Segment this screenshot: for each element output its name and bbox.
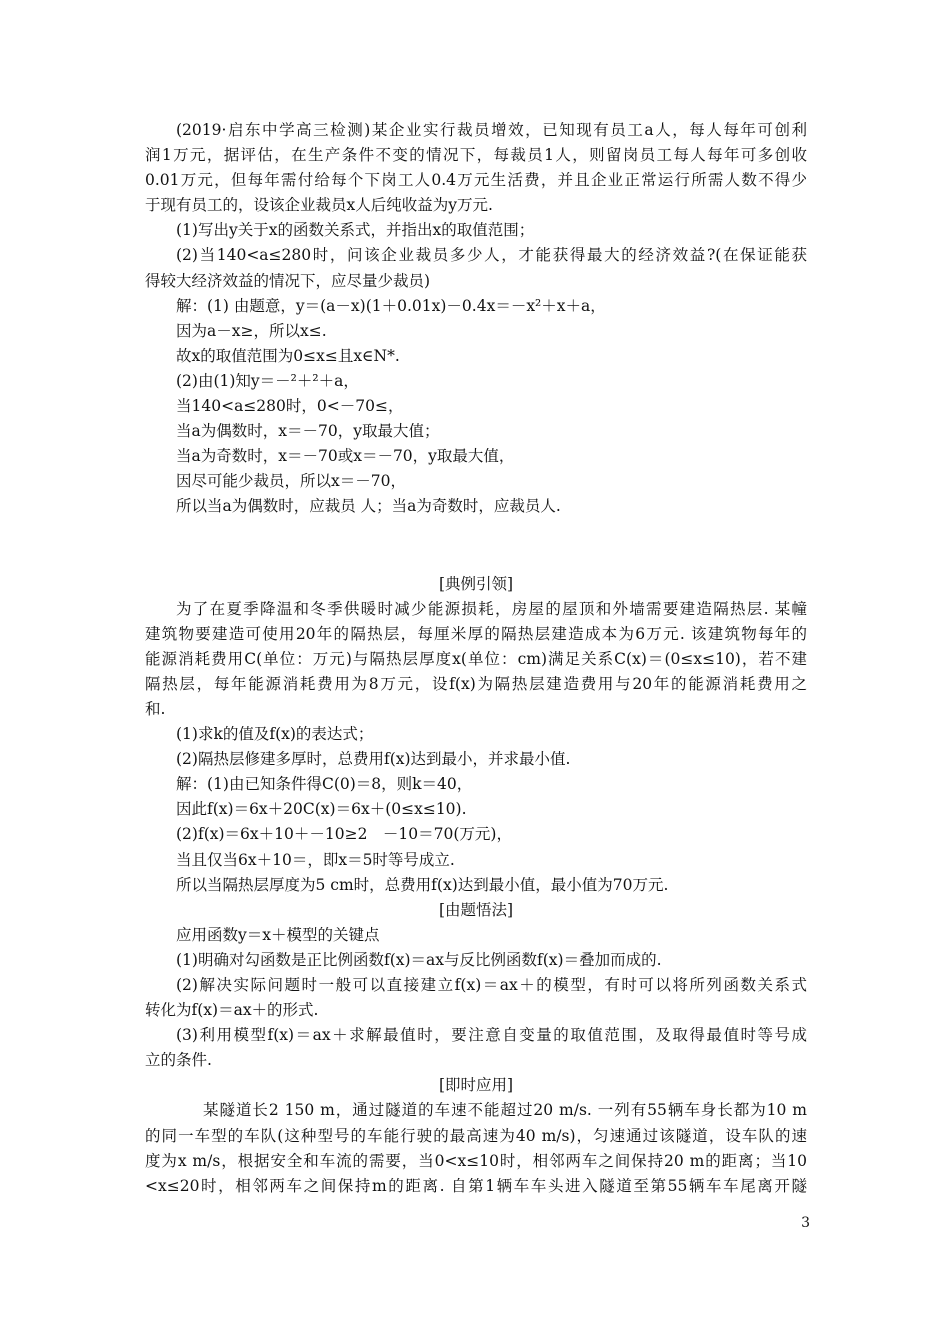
problem1-line-2: 润1万元，据评估，在生产条件不变的情况下，每裁员1人，则留岗员工每人每年可多创收	[145, 146, 807, 165]
example-solution-line: (2)f(x)＝6x＋10＋－10≥2 －10＝70(万元)，	[176, 825, 512, 844]
problem1-solution-line: 所以当a为偶数时，应裁员 人；当a为奇数时，应裁员人.	[176, 497, 561, 516]
section-heading-method: [由题悟法]	[438, 900, 514, 919]
example-solution-line: 所以当隔热层厚度为5 cm时，总费用f(x)达到最小值，最小值为70万元.	[176, 875, 669, 894]
problem1-solution-line: 当a为偶数时，x＝－70，y取最大值；	[176, 422, 440, 441]
problem1-line-4: 于现有员工的，设该企业裁员x人后纯收益为y万元.	[145, 196, 493, 215]
example-line: 隔热层，每年能源消耗费用为8万元，设f(x)为隔热层建造费用与20年的能源消耗费用之	[145, 674, 807, 693]
problem1-line-1: (2019·启东中学高三检测)某企业实行裁员增效，已知现有员工a人，每人每年可创利	[176, 121, 807, 139]
apply-line: 某隧道长2 150 m，通过隧道的车速不能超过20 m/s. 一列有55辆车身长都为10 m	[203, 1101, 807, 1120]
method-line: 转化为f(x)＝ax＋的形式.	[145, 1001, 319, 1020]
example-line: 建筑物要建造可使用20年的隔热层，每厘米厚的隔热层建造成本为6万元. 该建筑物每年的	[145, 624, 807, 643]
example-solution-line: 当且仅当6x＋10＝，即x＝5时等号成立.	[176, 850, 455, 869]
method-line: (3)利用模型f(x)＝ax＋求解最值时，要注意自变量的取值范围，及取得最值时等号成	[176, 1026, 807, 1045]
example-solution-line: 因此f(x)＝6x＋20C(x)＝6x＋(0≤x≤10).	[176, 800, 467, 819]
example-question: (1)求k的值及f(x)的表达式；	[176, 725, 374, 744]
problem1-question-2-cont: 得较大经济效益的情况下，应尽量少裁员)	[145, 271, 431, 290]
example-solution-line: 解：(1)由已知条件得C(0)＝8，则k＝40，	[176, 775, 473, 794]
example-line: 和.	[145, 699, 166, 718]
problem1-question-2: (2)当140<a≤280时，问该企业裁员多少人，才能获得最大的经济效益?(在保证能获	[176, 246, 807, 265]
page-number: 3	[801, 1215, 810, 1231]
method-line: 立的条件.	[145, 1051, 212, 1070]
example-question: (2)隔热层修建多厚时，总费用f(x)达到最小，并求最小值.	[176, 750, 571, 769]
apply-line: 的同一车型的车队(这种型号的车能行驶的最高速为40 m/s)，匀速通过该隧道，设车队的速	[145, 1126, 807, 1145]
problem1-solution-line: 因尽可能少裁员，所以x＝－70，	[176, 472, 406, 491]
problem1-question-1: (1)写出y关于x的函数关系式，并指出x的取值范围；	[176, 221, 535, 240]
problem1-solution-line: 故x的取值范围为0≤x≤且x∈N*.	[176, 346, 400, 365]
method-line: 应用函数y＝x＋模型的关键点	[176, 925, 380, 944]
method-line: (2)解决实际问题时一般可以直接建立f(x)＝ax＋的模型，有时可以将所列函数关系式	[176, 976, 807, 994]
problem1-solution-line: 解：(1) 由题意，y＝(a－x)(1＋0.01x)－0.4x＝－x²＋x＋a，	[176, 296, 606, 315]
section-heading-apply: [即时应用]	[438, 1076, 514, 1095]
apply-line: <x≤20时，相邻两车之间保持m的距离. 自第1辆车车头进入隧道至第55辆车车尾离开隧	[145, 1176, 807, 1195]
example-line: 为了在夏季降温和冬季供暖时减少能源损耗，房屋的屋顶和外墙需要建造隔热层. 某幢	[176, 599, 807, 618]
problem1-solution-line: 当140<a≤280时，0<－70≤，	[176, 397, 404, 416]
problem1-solution-line: (2)由(1)知y＝－²＋²＋a，	[176, 371, 359, 390]
apply-line: 度为x m/s，根据安全和车流的需要，当0<x≤10时，相邻两车之间保持20 m的距离；当10	[145, 1151, 807, 1170]
section-heading-example: [典例引领]	[438, 574, 514, 593]
method-line: (1)明确对勾函数是正比例函数f(x)＝ax与反比例函数f(x)＝叠加而成的.	[176, 950, 662, 969]
example-line: 能源消耗费用C(单位：万元)与隔热层厚度x(单位：cm)满足关系C(x)＝(0≤x≤10)，若不建	[145, 649, 807, 668]
problem1-solution-line: 当a为奇数时，x＝－70或x＝－70，y取最大值，	[176, 447, 515, 466]
page-content	[145, 118, 807, 1199]
section-gap	[145, 520, 807, 572]
problem1-solution-line: 因为a－x≥，所以x≤.	[176, 321, 327, 340]
problem1-line-3: 0.01万元，但每年需付给每个下岗工人0.4万元生活费，并且企业正常运行所需人数不得少	[145, 171, 807, 190]
